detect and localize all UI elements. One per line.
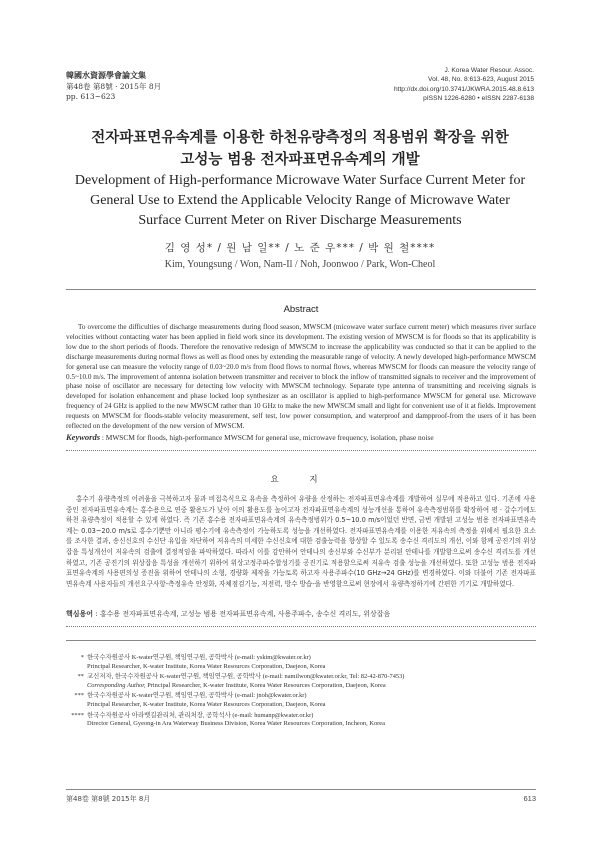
keywords-ko <box>66 609 536 619</box>
note-line-ko: 교신저자, 한국수자원공사 K-water연구원, 책임연구원, 공학박사 (e-mail: namilwon@kwater.or.kr, Tel: 82-42-870-7453) <box>87 673 405 681</box>
keywords-label: Keywords <box>66 432 100 442</box>
title-korean <box>40 127 560 171</box>
title-english <box>40 171 560 231</box>
keywords-ko-text: 홍수용 전자파표면유속계, 고성능 범용 전자파표면유속계, 사용주파수, 송수신 격리도, 위상잡음 <box>99 610 391 618</box>
divider <box>66 289 536 290</box>
abstract-heading: Abstract <box>283 304 319 315</box>
journal-name-ko: 韓國水資源學會論文集 <box>66 71 146 80</box>
divider <box>66 626 536 627</box>
author-notes <box>66 654 536 729</box>
doi-link[interactable]: http://dx.doi.org/10.3741/JKWRA.2015.48.8.613 <box>393 85 534 93</box>
note-line-en: Principal Researcher, K-water Institute, Korea Water Resources Corporation, Daejeon, Korea <box>87 700 326 708</box>
note-line-ko: 한국수자원공사 K-water연구원, 책임연구원, 공학박사 (e-mail: yskim@kwater.or.kr) <box>87 654 311 661</box>
divider <box>66 640 536 641</box>
title-en-line-3: Surface Current Meter on River Discharge Measurements <box>138 213 462 228</box>
abstract-body <box>66 323 536 432</box>
keywords-text: MWSCM for floods, high-performance MWSCM for general use, microwave frequency, isolation, phase noise <box>105 433 434 442</box>
journal-volume-ko: 第48卷 第8號 · 2015年 8月 <box>66 81 162 91</box>
title-en-line-2: General Use to Extend the Applicable Velocity Range of Microwave Water <box>90 193 510 208</box>
journal-name-en: J. Korea Water Resour. Assoc. <box>444 67 534 74</box>
keywords-separator: : <box>100 433 106 442</box>
note-marker: ** <box>77 673 84 681</box>
keywords-en <box>66 432 536 442</box>
issn: pISSN 1226-6280 • eISSN 2287-6138 <box>423 95 534 103</box>
footer-issue: 第48卷 第8號 2015年 8月 <box>66 795 151 803</box>
abstract-text: To overcome the difficulties of discharge measurements during flood season, MWSCM (micowave water surface current meter) which measures river surface velocities without contacting water has been applied in field work since its development. The existing version of MWSCM is for floods so that its applicability is low due to the short periods of floods. Therefore the renovative redesign of MWSCM to increase the applicability was conducted so that it can be applied to the discharge measurements during normal flows as well as flood ones by extending the measurable range of velocity. A newly developed high-performance MWSCM for general use can measure the velocity range of 0.03~20.0 m/s from flood flows to normal flows, whereas MWSCM for floods can measure the velocity range of 0.5~10.0 m/s. The improvement of antenna isolation between transmitter and receiver to block the inflow of transmitted signals to receiver and the improvement of phase noise of oscillator are necessary for detecting low velocity with MWSCM technology. Separate type antenna of transmitting and receiving signals is developed for isolation enhancement and phase locked loop synthesizer as an oscillator is applied to high-performance MWSCM for general use. Microwave frequency of 24 GHz is applied to the new MWSCM rather than 10 GHz to make the new MWSCM small and light for convenient use of it at fields. Improvement requests on MWSCM for floods-stable velocity measurement, self test, low power consumption, and waterproof and dampproof-from the users of it has been reflected on the development of the new version of MWSCM. <box>66 323 536 431</box>
authors-english: Kim, Youngsung / Won, Nam-Il / Noh, Joonwoo / Park, Won-Cheol <box>164 259 436 270</box>
keywords-ko-separator: : <box>93 610 100 618</box>
author-note <box>66 654 536 671</box>
note-line-ko: 한국수자원공사 K-water연구원, 책임연구원, 공학박사 (e-mail: jnoh@kwater.or.kr) <box>87 692 307 700</box>
authors-korean: 김 영 성* / 원 남 일** / 노 준 우*** / 박 원 철**** <box>164 242 436 254</box>
divider <box>66 450 536 451</box>
note-line-en: Principal Researcher, K-water Institute, Korea Water Resources Corporation, Daejeon, Korea <box>87 662 326 670</box>
author-note <box>66 673 536 690</box>
journal-pages: pp. 613~623 <box>66 92 116 101</box>
journal-header-right <box>394 66 534 104</box>
title-ko-line-2: 고성능 범용 전자파표면유속계의 개발 <box>180 152 420 168</box>
page-number: 613 <box>523 794 536 803</box>
note-line-en: Principal Researcher, K-water Institute, Korea Water Resources Corporation, Daejeon, Korea <box>145 681 386 689</box>
note-line-en: Director General, Gyeong-in Ara Waterway Business Division, Korea Water Resources Corporation, Incheon, Korea <box>87 720 385 728</box>
note-corresponding-label: Corresponding Author, <box>87 681 146 689</box>
footer-divider <box>66 789 536 790</box>
journal-header-left <box>66 71 161 103</box>
note-marker: **** <box>71 711 84 719</box>
note-line-ko: 한국수자원공사 아라뱃길관리처, 관리처장, 공학석사 (e-mail: humanp@kwater.or.kr) <box>87 711 314 719</box>
summary-text: 홍수기 유량측정의 어려움을 극복하고자 물과 비접촉식으로 유속을 측정하여 유량을 산정하는 전자파표면유속계를 개발하여 실무에 적용하고 있다. 기존에 사용 중인 전자파표면유속계는 홍수용으로 연중 활용도가 낮아 이의 활용도를 높이고자 전자파표면유속계의 성능개선을 통하여 유속측정범위를 확장하여 평 · 갈수기에도 하천 유량측정이 적용할 수 있게 하였다. 즉 기존 홍수용 전자파표면유속계의 유속측정범위가 0.5~10.0 m/s이었던 반면, 금번 개발된 고성능 범용 전자파표면유속계는 0.03~20.0 m/s로 홍수기뿐만 아니라 평수기에 유속측정이 가능하도록 성능을 개선하였다. 전자파표면유속계를 이용한 저유속의 측정을 위해서 필요한 요소를 조사한 결과, 송신신호의 수신단 유입을 차단하여 저유속의 미세한 수신신호에 대한 검출능력을 향상할 수 있도록 송수신 격리도의 개선, 이와 함께 공진기의 위상잡음 특성개선이 저유속의 검출에 결정적임을 파악하였다. 따라서 이를 감안하여 안테나의 송신부와 수신부가 분리된 안테나를 개발함으로써 송수신 격리도를 개선하였고, 기존 공진기의 위상잡음 특성을 개선하기 위하여 위상고정주파수합성기를 공진기로 적용함으로써 저유속 검출 성능을 개선하였다. 또한 고성능 범용 전자파표면유속계의 사용편의성 증진을 위하여 안테나의 소형, 경량화 제작을 가능토록 하고자 사용주파수(10 GHz→24 GHz)를 변경하였다. 이와 더불어 기존 전자파표면유속계 사용자들의 개선요구사항-측정유속 안정화, 자체점검기능, 저전력, 방수 방습-을 반영함으로써 현장에서 유량측정하기에 간편한 기기로 개발하였다. <box>66 495 536 588</box>
keywords-ko-label: 핵심용어 <box>66 610 94 618</box>
author-note <box>66 712 536 729</box>
note-marker: *** <box>74 692 84 700</box>
title-ko-line-1: 전자파표면유속계를 이용한 하천유량측정의 적용범위 확장을 위한 <box>91 130 509 146</box>
note-marker: * <box>80 654 84 661</box>
title-en-line-1: Development of High-performance Microwave Water Surface Current Meter for <box>74 173 526 188</box>
summary-heading: 요 지 <box>270 475 332 485</box>
author-note <box>66 692 536 709</box>
summary-body <box>66 494 536 589</box>
journal-volume-en: Vol. 48, No. 8:613-623, August 2015 <box>428 76 534 84</box>
